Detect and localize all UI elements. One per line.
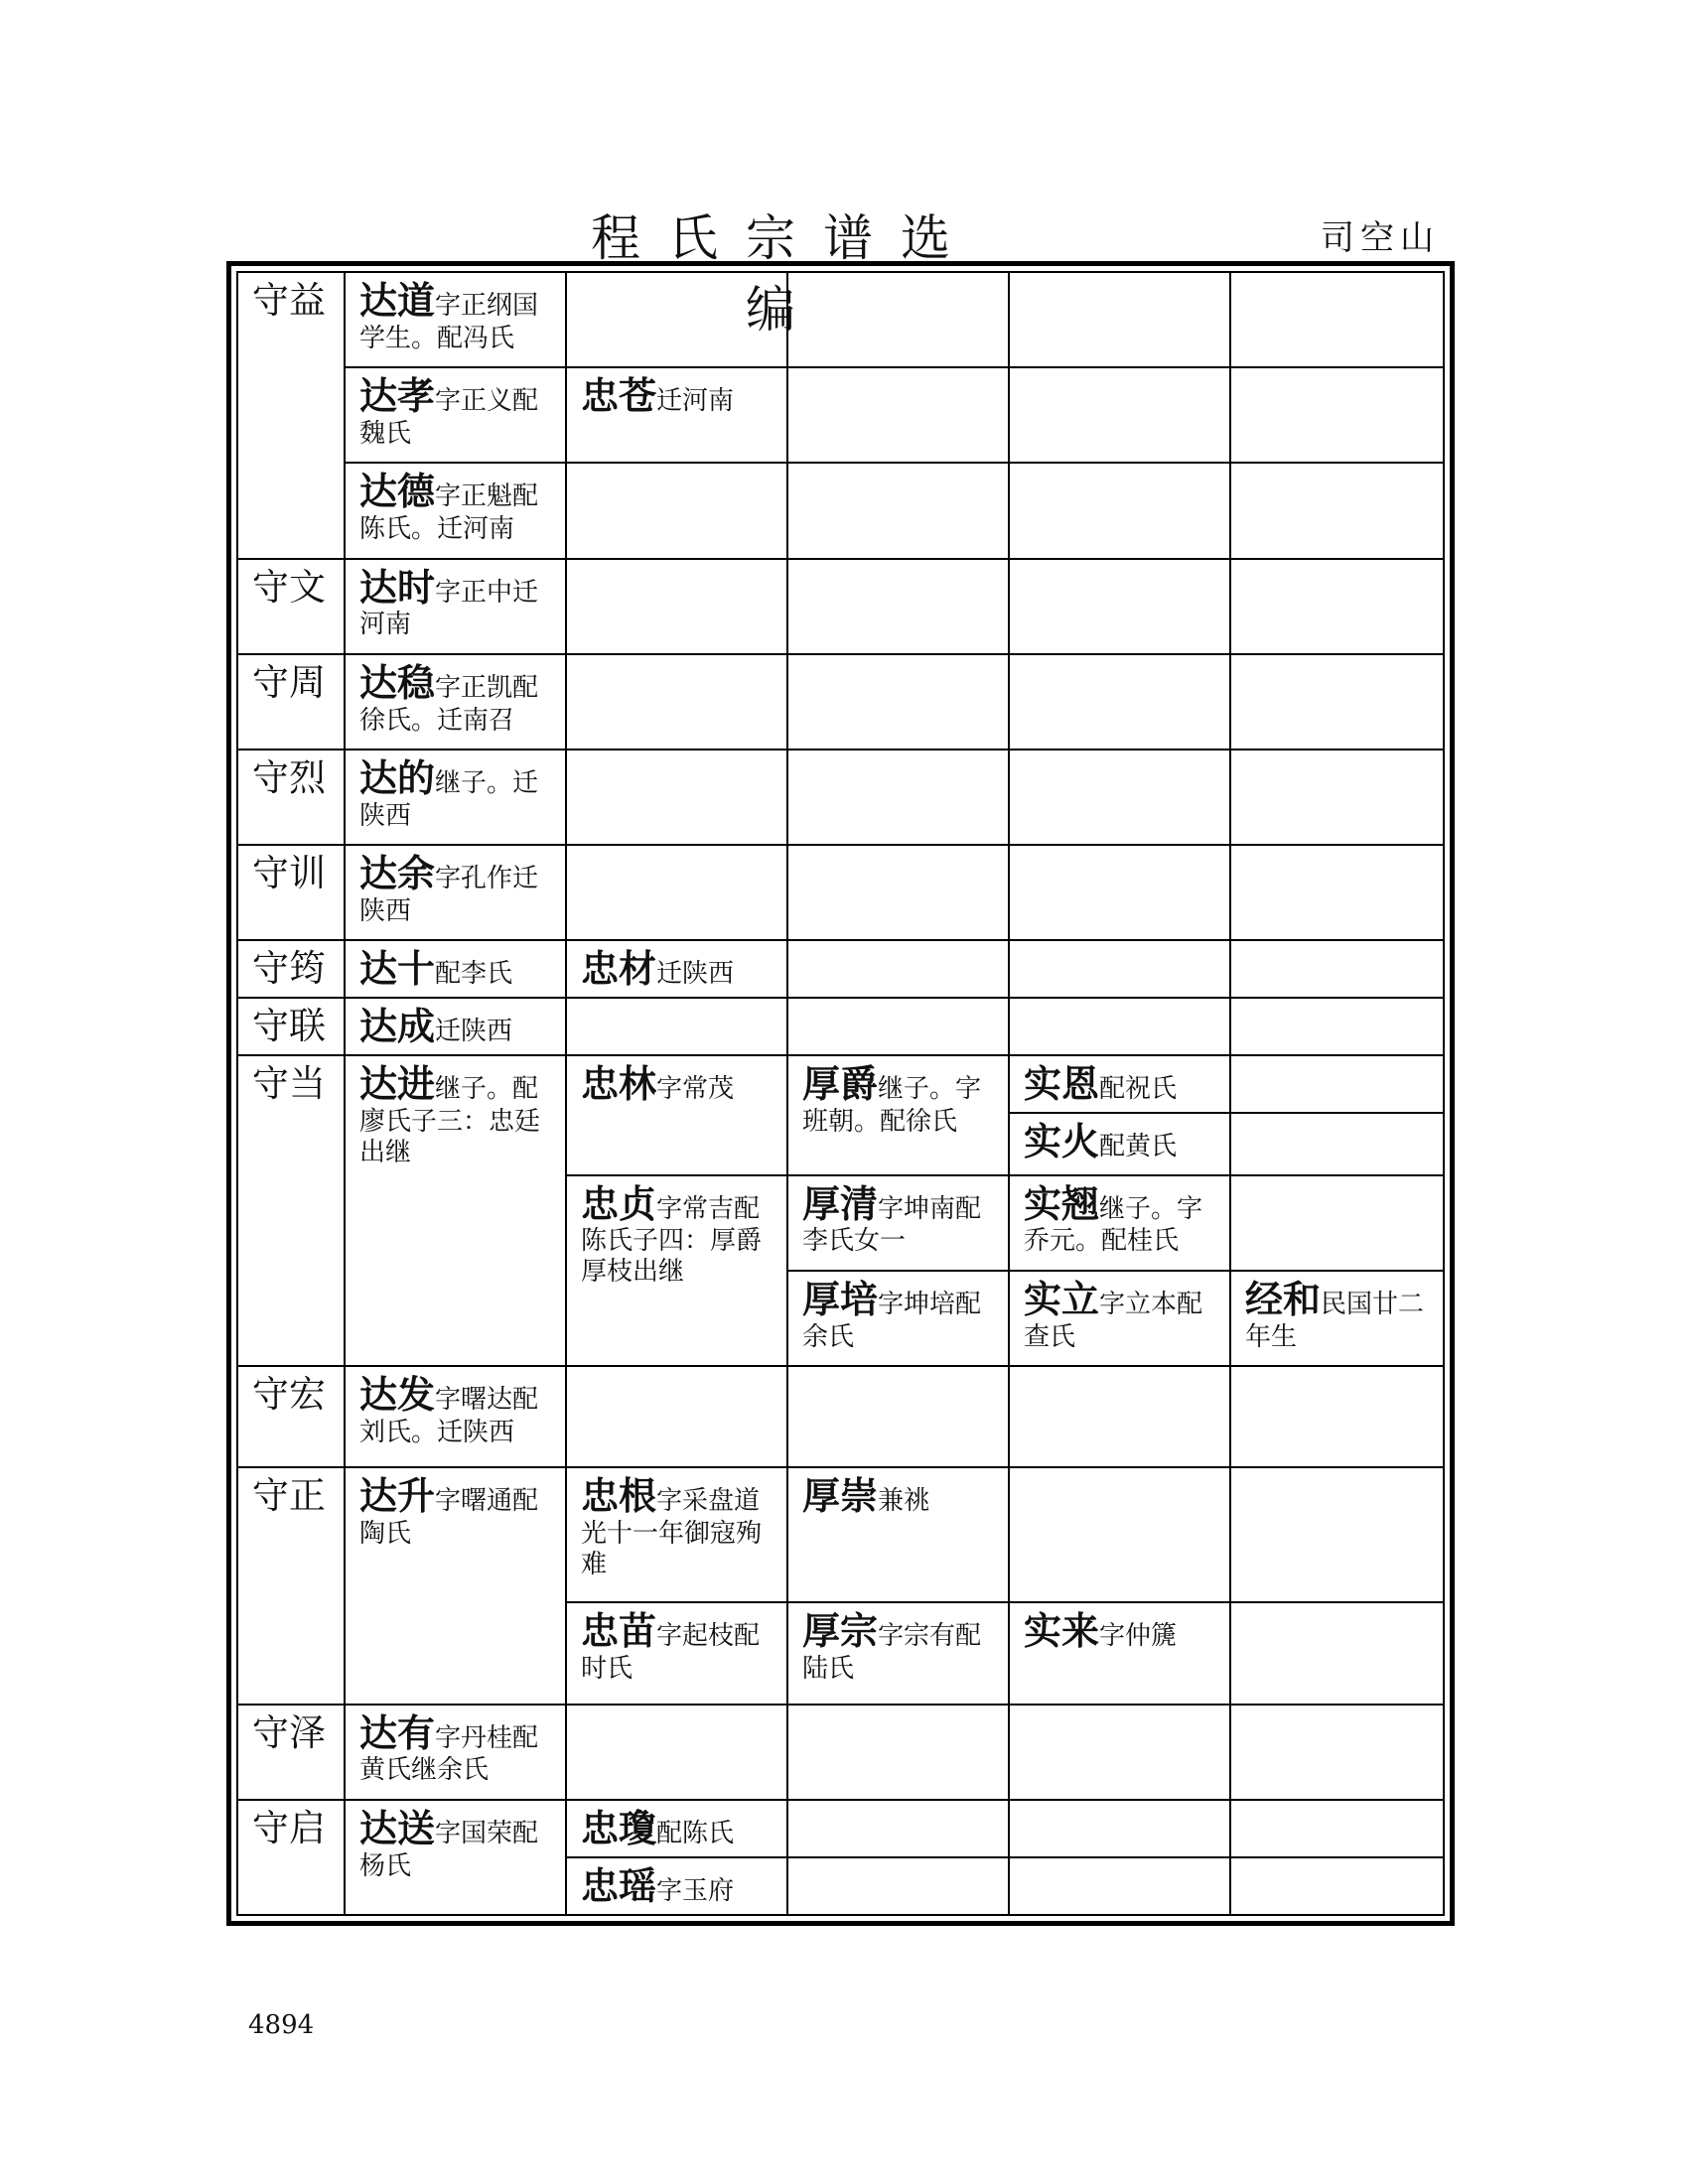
empty-cell (1230, 367, 1444, 463)
empty-cell (1230, 1467, 1444, 1602)
empty-cell (1009, 940, 1230, 998)
person-cell (566, 1055, 787, 1174)
person-name: 达的 (359, 755, 436, 800)
empty-cell (566, 463, 787, 558)
person-note: 字常吉配陈氏子四：厚爵厚枝出继 (581, 1193, 763, 1288)
person-name: 忠林 (581, 1062, 657, 1107)
empty-cell (566, 559, 787, 654)
person-name: 厚爵 (802, 1062, 879, 1107)
genealogy-table-frame (226, 261, 1455, 1926)
gen-cell (237, 1366, 345, 1467)
person-note: 字坤培配余氏 (802, 1289, 982, 1352)
empty-cell (566, 654, 787, 750)
person-name: 实来 (1024, 1609, 1100, 1654)
empty-cell (566, 750, 787, 845)
person-note: 配李氏 (435, 959, 513, 990)
gen-cell (237, 1055, 345, 1366)
empty-cell (787, 1800, 1009, 1857)
gen-cell (237, 272, 345, 559)
person-name: 达余 (359, 852, 436, 896)
empty-cell (566, 1366, 787, 1467)
person-cell (1230, 1271, 1444, 1366)
page-title: 程氏宗谱选编 (591, 209, 978, 339)
genealogy-table (236, 271, 1445, 1916)
empty-cell (1230, 940, 1444, 998)
page-subtitle: 司空山 (1321, 218, 1440, 258)
person-name: 实立 (1024, 1277, 1100, 1321)
empty-cell (1009, 463, 1230, 558)
person-note: 字国荣配杨氏 (359, 1818, 539, 1881)
page-number: 4894 (248, 2010, 315, 2040)
person-cell (345, 1705, 566, 1800)
person-name: 达送 (359, 1806, 436, 1850)
gen-name: 守文 (252, 565, 326, 609)
empty-cell (1230, 463, 1444, 558)
person-cell (345, 367, 566, 463)
person-cell (345, 1366, 566, 1467)
person-note: 字孔作迁陕西 (359, 864, 539, 926)
person-cell (345, 272, 566, 367)
gen-name: 守联 (252, 1005, 326, 1048)
empty-cell (1230, 750, 1444, 845)
person-cell (345, 998, 566, 1055)
gen-cell (237, 750, 345, 845)
person-cell (1009, 1055, 1230, 1113)
empty-cell (1009, 367, 1230, 463)
empty-cell (566, 272, 787, 367)
person-name: 达德 (359, 470, 436, 514)
gen-cell (237, 1467, 345, 1704)
empty-cell (787, 463, 1009, 558)
person-cell (566, 1800, 787, 1857)
empty-cell (787, 998, 1009, 1055)
person-cell (1009, 1113, 1230, 1174)
person-cell (566, 367, 787, 463)
empty-cell (1230, 1602, 1444, 1704)
person-cell (787, 1271, 1009, 1366)
person-note: 字正纲国学生。配冯氏 (359, 291, 539, 353)
person-note: 字丹桂配黄氏继余氏 (359, 1722, 539, 1786)
person-name: 达道 (359, 279, 436, 323)
empty-cell (787, 559, 1009, 654)
person-name: 达升 (359, 1474, 436, 1519)
person-cell (787, 1602, 1009, 1704)
empty-cell (787, 750, 1009, 845)
empty-cell (1009, 845, 1230, 940)
empty-cell (1009, 1366, 1230, 1467)
gen-cell (237, 1705, 345, 1800)
person-note: 字采盘道光十一年御寇殉难 (581, 1486, 763, 1579)
person-note: 字正义配魏氏 (359, 386, 539, 449)
gen-cell (237, 998, 345, 1055)
person-name: 达有 (359, 1710, 436, 1755)
gen-name: 守当 (252, 1062, 326, 1106)
person-cell (566, 1175, 787, 1366)
person-note: 迁陕西 (656, 959, 735, 990)
person-cell (345, 463, 566, 558)
person-name: 达孝 (359, 374, 436, 419)
person-note: 字正中迁河南 (359, 577, 539, 640)
person-cell (345, 559, 566, 654)
gen-name: 守正 (252, 1474, 326, 1518)
gen-name: 守益 (252, 279, 326, 322)
empty-cell (787, 1366, 1009, 1467)
person-note: 字坤南配李氏女一 (802, 1193, 982, 1257)
empty-cell (1230, 998, 1444, 1055)
gen-cell (237, 654, 345, 750)
empty-cell (1230, 272, 1444, 367)
person-note: 兼祧 (878, 1486, 930, 1517)
person-name: 忠材 (581, 947, 657, 992)
empty-cell (1009, 654, 1230, 750)
person-name: 厚宗 (802, 1609, 879, 1654)
empty-cell (566, 1705, 787, 1800)
empty-cell (787, 845, 1009, 940)
person-cell (345, 1055, 566, 1366)
person-name: 忠瓊 (581, 1806, 657, 1850)
person-cell (787, 1055, 1009, 1174)
person-name: 忠贞 (581, 1181, 657, 1226)
person-cell (1009, 1602, 1230, 1704)
person-note: 字立本配查氏 (1024, 1289, 1203, 1352)
empty-cell (1009, 998, 1230, 1055)
person-cell (345, 750, 566, 845)
person-name: 实翘 (1024, 1181, 1100, 1226)
person-name: 达十 (359, 947, 436, 992)
person-cell (566, 1857, 787, 1915)
person-cell (566, 1467, 787, 1602)
gen-cell (237, 845, 345, 940)
empty-cell (787, 272, 1009, 367)
empty-cell (1009, 1705, 1230, 1800)
gen-name: 守周 (252, 660, 326, 704)
person-name: 忠根 (581, 1474, 657, 1519)
person-name: 忠瑶 (581, 1863, 657, 1908)
person-name: 厚崇 (802, 1474, 879, 1519)
person-note: 迁陕西 (435, 1017, 513, 1047)
person-note: 字玉府 (656, 1875, 735, 1906)
person-note: 字曙通配陶氏 (359, 1486, 539, 1549)
empty-cell (787, 654, 1009, 750)
person-name: 达发 (359, 1372, 436, 1417)
person-name: 达进 (359, 1062, 436, 1107)
person-cell (345, 654, 566, 750)
person-cell (345, 1800, 566, 1915)
person-note: 配祝氏 (1099, 1074, 1178, 1105)
person-cell (566, 1602, 787, 1704)
empty-cell (1230, 1113, 1444, 1174)
person-name: 达成 (359, 1005, 436, 1049)
person-note: 配黄氏 (1099, 1132, 1178, 1162)
gen-name: 守泽 (252, 1710, 326, 1754)
person-cell (787, 1467, 1009, 1602)
gen-cell (237, 1800, 345, 1915)
empty-cell (787, 1705, 1009, 1800)
empty-cell (1230, 1055, 1444, 1113)
empty-cell (1230, 845, 1444, 940)
person-note: 字起枝配时氏 (581, 1621, 761, 1685)
empty-cell (787, 940, 1009, 998)
person-note: 民国廿二年生 (1245, 1289, 1425, 1352)
empty-cell (566, 845, 787, 940)
empty-cell (1009, 1857, 1230, 1915)
empty-cell (1009, 272, 1230, 367)
gen-name: 守筠 (252, 947, 326, 991)
person-note: 继子。字乔元。配桂氏 (1024, 1193, 1203, 1257)
person-name: 厚培 (802, 1277, 879, 1321)
person-name: 忠苍 (581, 374, 657, 419)
empty-cell (1009, 750, 1230, 845)
empty-cell (1230, 654, 1444, 750)
person-note: 配陈氏 (656, 1818, 735, 1848)
gen-name: 守训 (252, 852, 326, 895)
gen-cell (237, 940, 345, 998)
empty-cell (1230, 1857, 1444, 1915)
person-cell (566, 940, 787, 998)
person-cell (1009, 1271, 1230, 1366)
person-note: 字宗有配陆氏 (802, 1621, 982, 1685)
person-name: 实火 (1024, 1120, 1100, 1164)
gen-name: 守启 (252, 1806, 326, 1849)
empty-cell (1230, 1705, 1444, 1800)
empty-cell (1230, 1800, 1444, 1857)
person-note: 字常茂 (656, 1074, 735, 1105)
person-name: 达时 (359, 565, 436, 610)
gen-name: 守宏 (252, 1372, 326, 1416)
person-name: 忠苗 (581, 1609, 657, 1654)
empty-cell (1009, 1800, 1230, 1857)
person-note: 继子。字班朝。配徐氏 (802, 1074, 982, 1138)
person-cell (345, 845, 566, 940)
empty-cell (1230, 1175, 1444, 1271)
empty-cell (566, 998, 787, 1055)
person-note: 字仲篪 (1099, 1621, 1178, 1652)
person-note: 字曙达配刘氏。迁陕西 (359, 1384, 539, 1447)
person-name: 经和 (1245, 1277, 1322, 1321)
empty-cell (787, 367, 1009, 463)
empty-cell (1230, 559, 1444, 654)
person-cell (787, 1175, 1009, 1271)
empty-cell (787, 1857, 1009, 1915)
person-name: 达稳 (359, 660, 436, 705)
person-cell (345, 940, 566, 998)
person-note: 字正魁配陈氏。迁河南 (359, 481, 539, 545)
gen-cell (237, 559, 345, 654)
person-cell (1009, 1175, 1230, 1271)
empty-cell (1009, 559, 1230, 654)
empty-cell (1009, 1467, 1230, 1602)
person-cell (345, 1467, 566, 1704)
person-note: 字正凯配徐氏。迁南召 (359, 672, 539, 736)
person-name: 厚清 (802, 1181, 879, 1226)
person-note: 继子。配廖氏子三：忠廷出继 (359, 1074, 541, 1167)
person-name: 实恩 (1024, 1062, 1100, 1107)
person-note: 迁河南 (656, 386, 735, 417)
person-note: 继子。迁陕西 (359, 767, 539, 831)
gen-name: 守烈 (252, 755, 326, 799)
empty-cell (1230, 1366, 1444, 1467)
